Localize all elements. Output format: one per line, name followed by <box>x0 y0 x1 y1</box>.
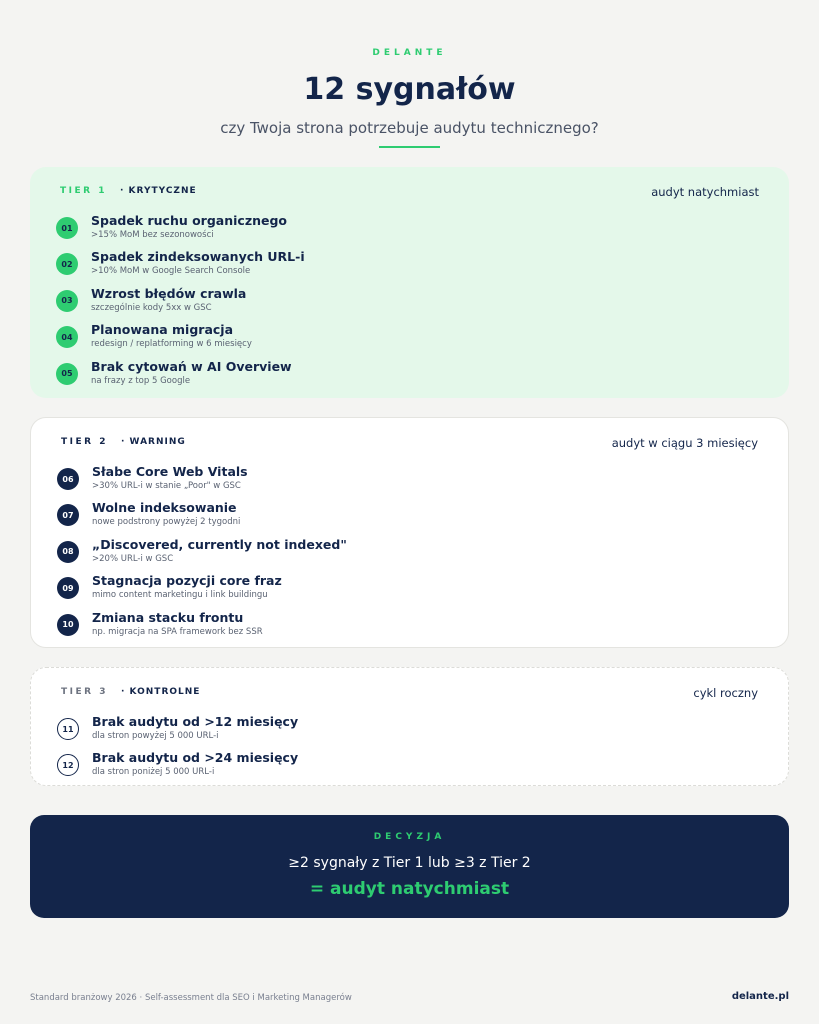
signal-item <box>57 500 762 536</box>
footer-note: Standard branżowy 2026 · Self-assessment dla SEO i Marketing Managerów <box>30 993 352 1003</box>
signal-title: „Discovered, currently not indexed" <box>92 536 347 552</box>
signal-title: Planowana migracja <box>91 322 234 338</box>
signal-list <box>57 714 762 787</box>
signal-title: Brak audytu od >24 miesięcy <box>92 750 299 766</box>
signal-title: Wolne indeksowanie <box>92 500 237 516</box>
signal-item <box>57 537 762 573</box>
signal-description: redesign / replatforming w 6 miesięcy <box>91 339 252 350</box>
signal-description: nowe podstrony powyżej 2 tygodni <box>92 517 241 528</box>
signal-title: Brak audytu od >12 miesięcy <box>92 714 299 729</box>
signal-item <box>56 249 763 285</box>
number-badge: 01 <box>56 217 78 239</box>
number-badge: 09 <box>57 577 79 599</box>
tier-2-header <box>61 436 758 452</box>
decision-box <box>30 815 789 918</box>
number-badge: 12 <box>57 754 79 776</box>
tier-1-header <box>60 185 759 201</box>
signal-title: Zmiana stacku frontu <box>92 609 244 625</box>
signal-item <box>57 573 762 609</box>
tier-category: · WARNING <box>121 437 186 447</box>
tier-label: TIER 3 <box>61 687 108 697</box>
decision-rule: ≥2 sygnały z Tier 1 lub ≥3 z Tier 2 <box>288 855 531 871</box>
signal-list <box>57 464 762 646</box>
signal-item <box>56 359 763 395</box>
signal-item <box>57 714 762 750</box>
signal-title: Spadek zindeksowanych URL-i <box>91 249 305 265</box>
tier-action: cykl roczny <box>693 686 758 700</box>
number-badge: 06 <box>57 468 79 490</box>
title-divider <box>379 146 440 148</box>
signal-title: Stagnacja pozycji core fraz <box>92 573 282 589</box>
number-badge: 04 <box>56 326 78 348</box>
tier-action: audyt w ciągu 3 miesięcy <box>611 436 758 450</box>
signal-item <box>56 286 763 322</box>
number-badge: 03 <box>56 290 78 312</box>
signal-description: mimo content marketingu i link buildingu <box>92 590 268 601</box>
number-badge: 02 <box>56 253 78 275</box>
tier-label: TIER 1 <box>60 186 107 196</box>
number-badge: 11 <box>57 718 79 740</box>
decision-result: = audyt natychmiast <box>309 879 510 899</box>
signal-title: Wzrost błędów crawla <box>91 285 247 301</box>
signal-item <box>57 464 762 500</box>
tier-2-card <box>30 417 789 648</box>
page-title: 12 sygnałów <box>303 72 516 107</box>
signal-description: na frazy z top 5 Google <box>91 375 191 386</box>
number-badge: 07 <box>57 504 79 526</box>
tier-label: TIER 2 <box>61 437 108 447</box>
signal-list <box>56 213 763 395</box>
signal-description: np. migracja na SPA framework bez SSR <box>92 626 263 637</box>
signal-title: Słabe Core Web Vitals <box>92 464 248 479</box>
number-badge: 10 <box>57 614 79 636</box>
signal-description: szczególnie kody 5xx w GSC <box>91 302 212 313</box>
tier-1-card <box>30 167 789 398</box>
tier-3-card <box>30 667 789 786</box>
tier-action: audyt natychmiast <box>651 185 759 199</box>
number-badge: 08 <box>57 541 79 563</box>
brand-label: DELANTE <box>372 48 447 58</box>
signal-item <box>57 750 762 786</box>
signal-description: dla stron poniżej 5 000 URL-i <box>92 767 215 778</box>
tier-category: · KRYTYCZNE <box>120 186 197 196</box>
signal-description: >30% URL-i w stanie „Poor" w GSC <box>92 481 241 491</box>
page-subtitle: czy Twoja strona potrzebuje audytu technicznego? <box>220 119 599 137</box>
signal-description: >10% MoM w Google Search Console <box>91 266 251 277</box>
signal-description: dla stron powyżej 5 000 URL-i <box>92 731 219 741</box>
decision-label: DECYZJA <box>373 832 446 842</box>
signal-item <box>56 213 763 249</box>
signal-description: >20% URL-i w GSC <box>92 553 174 564</box>
tier-3-header <box>61 686 758 702</box>
signal-title: Spadek ruchu organicznego <box>91 213 288 228</box>
signal-item <box>57 610 762 646</box>
footer-domain: delante.pl <box>731 991 789 1002</box>
tier-category: · KONTROLNE <box>121 687 201 697</box>
number-badge: 05 <box>56 363 78 385</box>
signal-title: Brak cytowań w AI Overview <box>91 358 292 374</box>
signal-description: >15% MoM bez sezonowości <box>91 230 214 240</box>
signal-item <box>56 322 763 358</box>
